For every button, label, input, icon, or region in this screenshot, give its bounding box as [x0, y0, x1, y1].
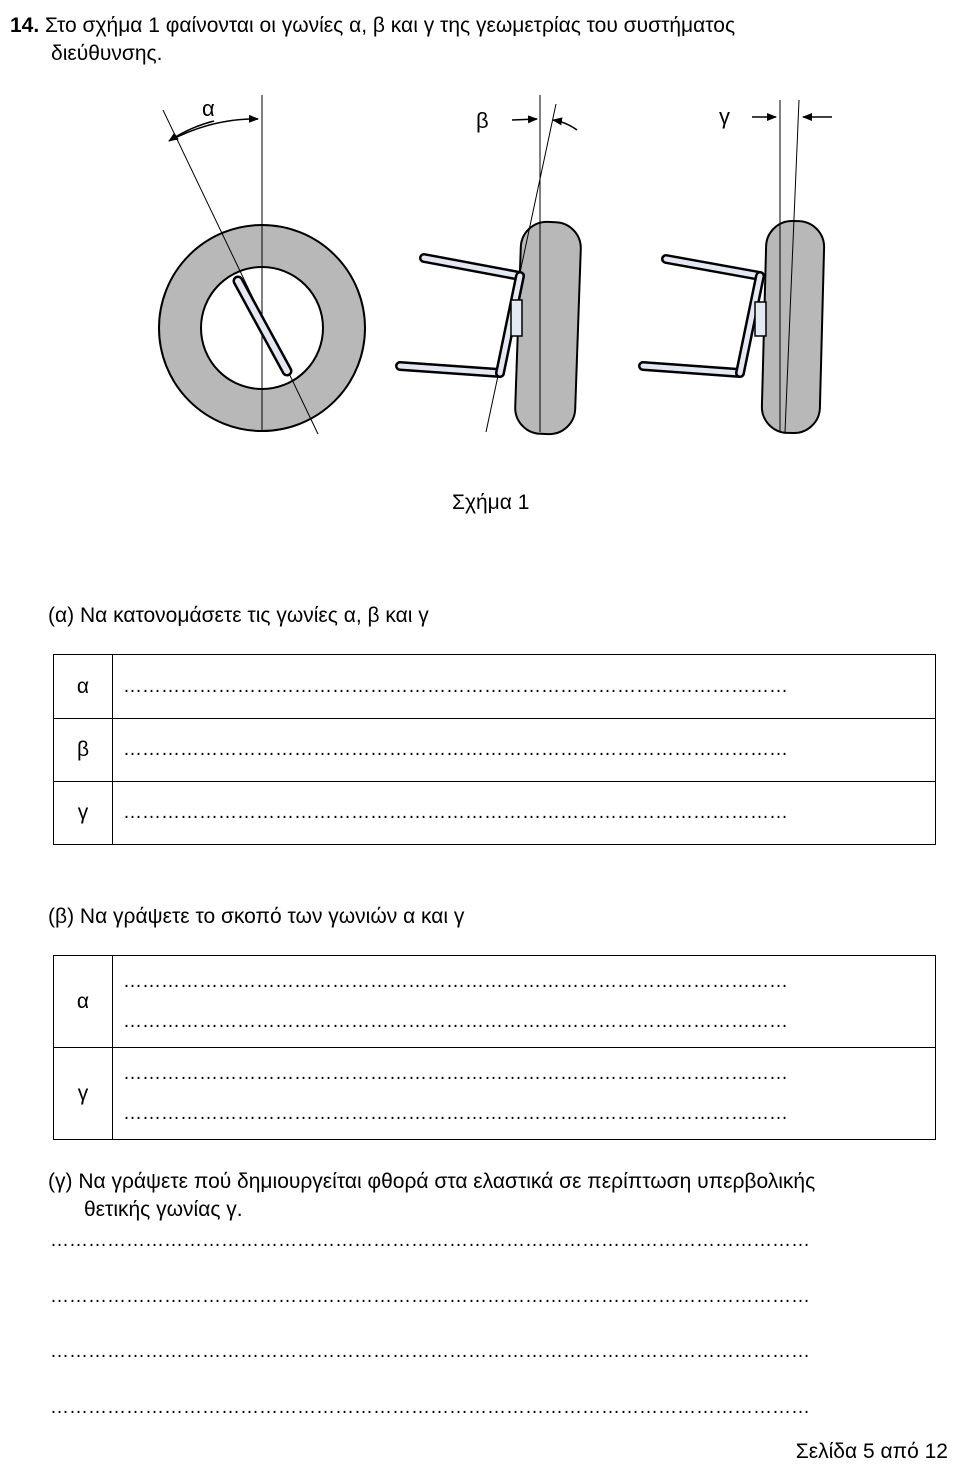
- answer-field-beta[interactable]: [113, 719, 936, 782]
- gamma-label: γ: [719, 104, 730, 129]
- answer-field-gamma-purpose[interactable]: [113, 1048, 936, 1140]
- question-text-line1: Στο σχήμα 1 φαίνονται οι γωνίες α, β και γ της γεωμετρίας του συστήματος: [45, 14, 736, 37]
- upper-arm-gamma: [666, 259, 760, 276]
- dotted-line: ……………………………………………………………………………………………: [123, 740, 788, 760]
- table-row: [54, 655, 936, 719]
- beta-label: β: [476, 108, 489, 133]
- kingpin-inclination-diagram: [400, 95, 582, 435]
- dotted-line: ……………………………………………………………………………………………: [123, 1011, 788, 1032]
- row-key: β: [54, 719, 113, 782]
- steering-geometry-figure: [0, 80, 960, 450]
- part-c-prompt-line2: θετικής γωνίας γ.: [84, 1198, 243, 1221]
- question-number: 14.: [10, 14, 40, 37]
- upper-arm-beta: [424, 258, 520, 276]
- beta-arrow-right: [553, 120, 577, 130]
- camber-angle-diagram: [643, 100, 832, 434]
- dotted-line: ……………………………………………………………………………………………: [123, 971, 788, 992]
- table-row: [54, 956, 936, 1048]
- question-header: [10, 14, 735, 38]
- part-b-prompt: (β) Να γράψετε το σκοπό των γωνιών α και γ: [48, 905, 465, 928]
- answer-line[interactable]: …………………………………………………………………………………………………………: [50, 1342, 810, 1362]
- beta-arrow-left: [512, 119, 537, 120]
- row-key: γ: [54, 1048, 113, 1140]
- caster-angle-diagram: [159, 95, 365, 434]
- figure-caption: Σχήμα 1: [452, 491, 530, 514]
- part-b-answer-table: [53, 955, 936, 1140]
- answer-field-gamma[interactable]: [113, 782, 936, 845]
- part-a-answer-table: [53, 654, 936, 845]
- answer-line[interactable]: …………………………………………………………………………………………………………: [50, 1231, 810, 1251]
- dotted-line: ……………………………………………………………………………………………: [123, 676, 788, 697]
- part-a-prompt: (α) Να κατονομάσετε τις γωνίες α, β και γ: [48, 604, 429, 627]
- row-key: α: [54, 956, 113, 1048]
- row-key: α: [54, 655, 113, 719]
- alpha-label: α: [202, 96, 215, 121]
- dotted-line: ……………………………………………………………………………………………: [123, 1063, 788, 1084]
- dotted-line: ……………………………………………………………………………………………: [123, 1103, 788, 1124]
- answer-line[interactable]: …………………………………………………………………………………………………………: [50, 1287, 810, 1307]
- table-row: [54, 719, 936, 782]
- page-number: Σελίδα 5 από 12: [795, 1440, 948, 1463]
- table-row: [54, 1048, 936, 1140]
- dotted-line: ……………………………………………………………………………………………: [123, 803, 788, 823]
- table-row: [54, 782, 936, 845]
- row-key: γ: [54, 782, 113, 845]
- alpha-arc: [171, 119, 258, 140]
- question-text-line2: διεύθυνσης.: [51, 42, 163, 65]
- part-c-prompt-line1: (γ) Να γράψετε πού δημιουργείται φθορά στα ελαστικά σε περίπτωση υπερβολικής: [48, 1170, 816, 1193]
- stub-axle-gamma: [755, 302, 766, 336]
- answer-line[interactable]: …………………………………………………………………………………………………………: [50, 1398, 810, 1418]
- answer-field-alpha[interactable]: [113, 655, 936, 719]
- answer-field-alpha-purpose[interactable]: [113, 956, 936, 1048]
- stub-axle-beta: [511, 300, 522, 336]
